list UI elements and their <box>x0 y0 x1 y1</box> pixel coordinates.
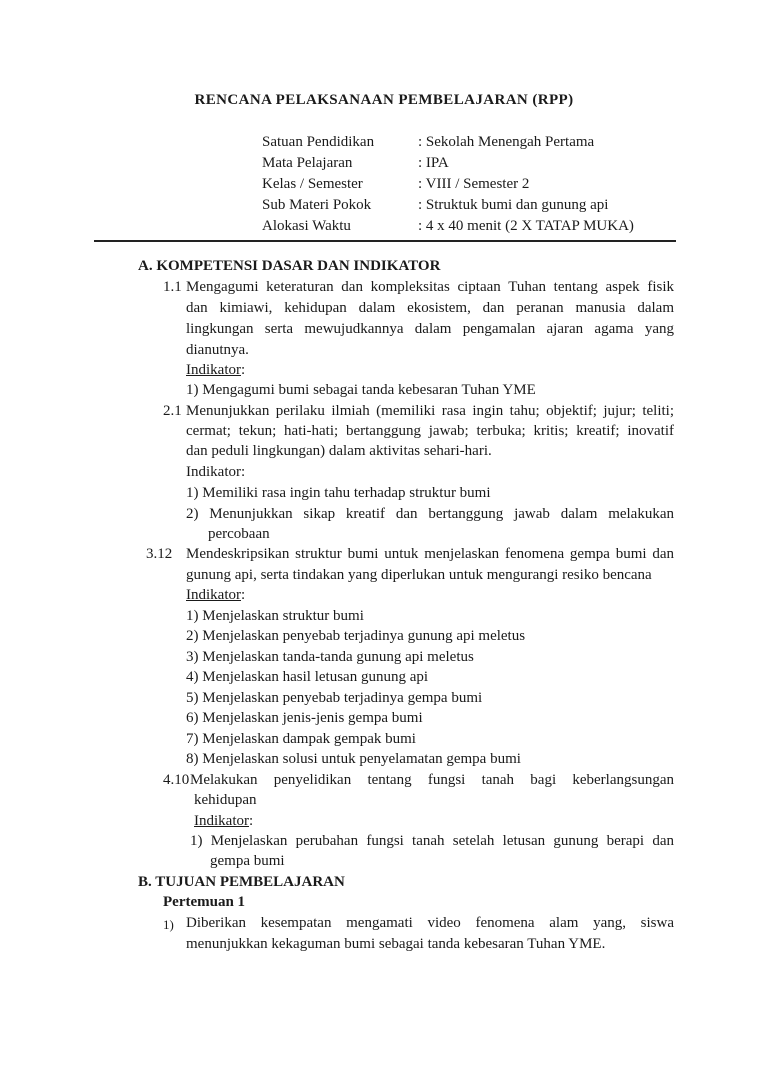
indikator-label: Indikator: <box>186 587 246 603</box>
info-label: Kelas / Semester <box>262 176 363 192</box>
indikator-item: 8) Menjelaskan solusi untuk penyelamatan gempa bumi <box>186 751 521 767</box>
indikator-item: 3) Menjelaskan tanda-tanda gunung api meletus <box>186 649 474 665</box>
kd-text-line: Melakukan penyelidikan tentang fungsi tanah bagi keberlangsungan <box>190 772 674 788</box>
kd-text-line: lingkungan serta mewujudkannya dalam pengamalan ajaran agama yang <box>186 321 674 337</box>
info-label: Satuan Pendidikan <box>262 134 375 150</box>
document-title: RENCANA PELAKSANAAN PEMBELAJARAN (RPP) <box>194 92 574 108</box>
kd-text-line: Menunjukkan perilaku ilmiah (memiliki rasa ingin tahu; objektif; jujur; teliti; <box>186 403 674 419</box>
indikator-item: 1) Mengagumi bumi sebagai tanda kebesaran Tuhan YME <box>186 382 536 398</box>
indikator-item: 5) Menjelaskan penyebab terjadinya gempa bumi <box>186 690 483 706</box>
indikator-label: Indikator: <box>186 464 246 480</box>
kd-number: 4.10 <box>163 772 190 788</box>
indikator-label: Indikator: <box>186 362 246 378</box>
indikator-item: 1) Menjelaskan struktur bumi <box>186 608 364 624</box>
info-value: : IPA <box>418 155 449 171</box>
indikator-item-cont: gempa bumi <box>210 853 285 869</box>
kd-text-line: dianutnya. <box>186 342 249 358</box>
kd-text-line: dan kimiawi, kehidupan dalam ekosistem, dan peranan manusia dalam <box>186 300 674 316</box>
indikator-item: 1) Memiliki rasa ingin tahu terhadap struktur bumi <box>186 485 491 501</box>
indikator-item: 2) Menjelaskan penyebab terjadinya gunung api meletus <box>186 628 526 644</box>
pertemuan-label: Pertemuan 1 <box>163 894 246 910</box>
indikator-item: 2) Menunjukkan sikap kreatif dan bertanggung jawab dalam melakukan <box>186 506 674 522</box>
kd-text-line: Mendeskripsikan struktur bumi untuk menjelaskan fenomena gempa bumi dan <box>186 546 674 562</box>
kd-number: 2.1 <box>163 403 182 419</box>
kd-text-line: dan peduli lingkungan) dalam aktivitas sehari-hari. <box>186 443 492 459</box>
info-label: Mata Pelajaran <box>262 155 353 171</box>
info-label: Alokasi Waktu <box>262 218 351 234</box>
kd-text-line: cermat; tekun; hati-hati; bertanggung jawab; terbuka; kritis; kreatif; inovatif <box>186 423 674 439</box>
tujuan-text-line: menunjukkan kekaguman bumi sebagai tanda kebesaran Tuhan YME. <box>186 936 606 952</box>
header-divider <box>94 240 676 242</box>
indikator-item: 4) Menjelaskan hasil letusan gunung api <box>186 669 429 685</box>
indikator-label: Indikator: <box>194 813 254 829</box>
kd-number: 3.12 <box>146 546 173 562</box>
kd-text-line: kehidupan <box>194 792 257 808</box>
info-label: Sub Materi Pokok <box>262 197 372 213</box>
indikator-item: 6) Menjelaskan jenis-jenis gempa bumi <box>186 710 423 726</box>
info-value: : Sekolah Menengah Pertama <box>418 134 595 150</box>
kd-text-line: Mengagumi keteraturan dan kompleksitas ciptaan Tuhan tentang aspek fisik <box>186 279 674 295</box>
info-value: : 4 x 40 menit (2 X TATAP MUKA) <box>418 218 634 234</box>
kd-text-line: gunung api, serta tindakan yang diperlukan untuk mengurangi resiko bencana <box>186 567 652 583</box>
indikator-item: 1) Menjelaskan perubahan fungsi tanah setelah letusan gunung berapi dan <box>190 833 674 849</box>
tujuan-number: 1) <box>163 917 174 932</box>
indikator-item: 7) Menjelaskan dampak gempak bumi <box>186 731 416 747</box>
tujuan-text-line: Diberikan kesempatan mengamati video fenomena alam yang, siswa <box>186 915 674 931</box>
kd-number: 1.1 <box>163 279 182 295</box>
info-value: : VIII / Semester 2 <box>418 176 530 192</box>
section-a-heading: A. KOMPETENSI DASAR DAN INDIKATOR <box>138 258 441 274</box>
section-b-heading: B. TUJUAN PEMBELAJARAN <box>138 874 345 890</box>
info-value: : Struktuk bumi dan gunung api <box>418 197 609 213</box>
indikator-item-cont: percobaan <box>208 526 270 542</box>
